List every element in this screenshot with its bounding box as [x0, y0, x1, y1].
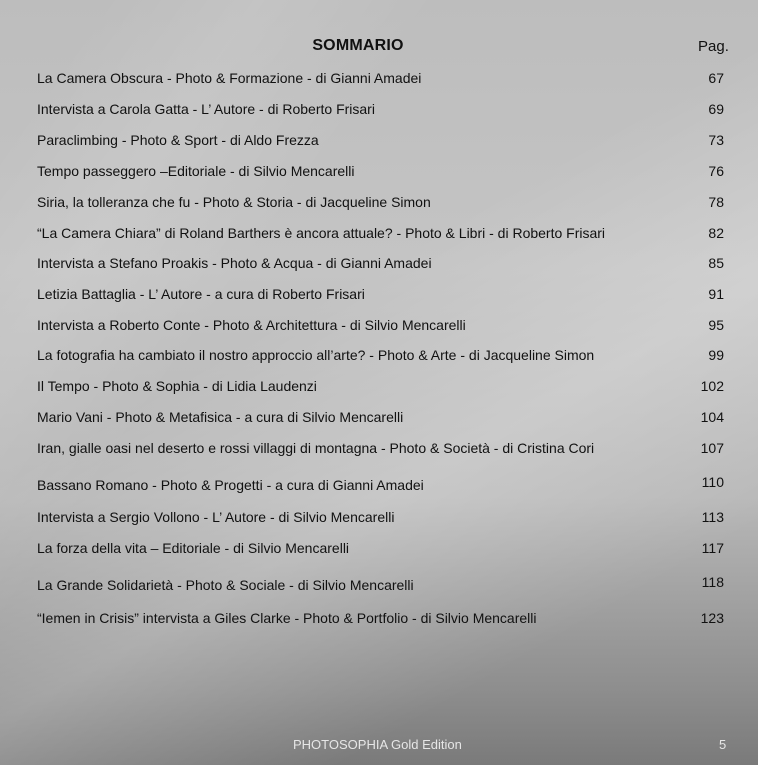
toc-entry-text: Intervista a Sergio Vollono - L’ Autore - di Silvio Mencarelli — [37, 509, 395, 525]
toc-entry-text: La fotografia ha cambiato il nostro approccio all’arte? - Photo & Arte - di Jacqueline Simon — [37, 347, 595, 363]
toc-entry-page: 67 — [708, 70, 724, 86]
toc-entry-page: 69 — [708, 101, 724, 117]
toc-entry — [37, 407, 729, 427]
toc-entry — [37, 223, 729, 243]
toc-entry — [37, 284, 729, 304]
toc-entry — [37, 507, 729, 527]
toc-entry-text: Il Tempo - Photo & Sophia - di Lidia Laudenzi — [37, 378, 317, 394]
toc-entry — [37, 376, 729, 396]
toc-entry — [37, 608, 729, 628]
toc-entry-page: 117 — [701, 540, 724, 556]
toc-entry — [37, 315, 729, 335]
toc-entry-text: Intervista a Carola Gatta - L’ Autore - di Roberto Frisari — [37, 101, 375, 117]
toc-entry-page: 110 — [701, 474, 724, 490]
toc-entry-page: 113 — [701, 509, 724, 525]
page-column-header: Pag. — [698, 38, 729, 55]
toc-entry — [37, 438, 729, 458]
toc-entry — [37, 130, 729, 150]
footer-publication-title: PHOTOSOPHIA Gold Edition — [293, 737, 462, 752]
toc-entry-page: 85 — [708, 255, 724, 271]
toc-entry-page: 107 — [700, 440, 724, 456]
toc-entry-text: Intervista a Roberto Conte - Photo & Architettura - di Silvio Mencarelli — [37, 317, 466, 333]
toc-entry — [37, 192, 729, 212]
toc-entry-page: 91 — [708, 286, 724, 302]
toc-entry — [37, 68, 729, 88]
toc-entry — [37, 575, 729, 595]
toc-entry — [37, 475, 729, 495]
toc-entry-text: Mario Vani - Photo & Metafisica - a cura di Silvio Mencarelli — [37, 409, 404, 425]
toc-entry-page: 104 — [700, 409, 724, 425]
toc-entry-text: Intervista a Stefano Proakis - Photo & Acqua - di Gianni Amadei — [37, 255, 432, 271]
toc-entry-text: Bassano Romano - Photo & Progetti - a cura di Gianni Amadei — [37, 477, 424, 493]
toc-entry — [37, 345, 729, 365]
toc-entry-text: La Camera Obscura - Photo & Formazione - di Gianni Amadei — [37, 70, 422, 86]
toc-entry-text: Iran, gialle oasi nel deserto e rossi villaggi di montagna - Photo & Società - di Cristina Cori — [37, 440, 595, 456]
toc-entry — [37, 161, 729, 181]
toc-entry-text: La forza della vita – Editoriale - di Silvio Mencarelli — [37, 540, 350, 556]
toc-entry-page: 78 — [708, 194, 724, 210]
toc-entry-text: “La Camera Chiara” di Roland Barthers è ancora attuale? - Photo & Libri - di Roberto Frisari — [37, 225, 606, 241]
toc-entry-page: 82 — [708, 225, 724, 241]
toc-title: SOMMARIO — [312, 37, 404, 54]
toc-entry-page: 95 — [708, 317, 724, 333]
toc-entry-page: 99 — [708, 347, 724, 363]
toc-entry-text: Siria, la tolleranza che fu - Photo & Storia - di Jacqueline Simon — [37, 194, 431, 210]
toc-entry-text: Letizia Battaglia - L’ Autore - a cura di Roberto Frisari — [37, 286, 365, 302]
toc-entry-page: 73 — [708, 132, 724, 148]
toc-entry-text: Paraclimbing - Photo & Sport - di Aldo Frezza — [37, 132, 319, 148]
toc-entry-page: 118 — [701, 574, 724, 590]
toc-entry-text: “Iemen in Crisis” intervista a Giles Clarke - Photo & Portfolio - di Silvio Mencarelli — [37, 610, 537, 626]
toc-entry-page: 76 — [708, 163, 724, 179]
toc-entry-text: La Grande Solidarietà - Photo & Sociale - di Silvio Mencarelli — [37, 577, 414, 593]
toc-entry-page: 102 — [700, 378, 724, 394]
toc-entry — [37, 538, 729, 558]
footer-page-number: 5 — [719, 737, 727, 752]
toc-entry-page: 123 — [700, 610, 724, 626]
toc-entry-text: Tempo passeggero –Editoriale - di Silvio Mencarelli — [37, 163, 355, 179]
toc-entry — [37, 99, 729, 119]
toc-entry — [37, 253, 729, 273]
